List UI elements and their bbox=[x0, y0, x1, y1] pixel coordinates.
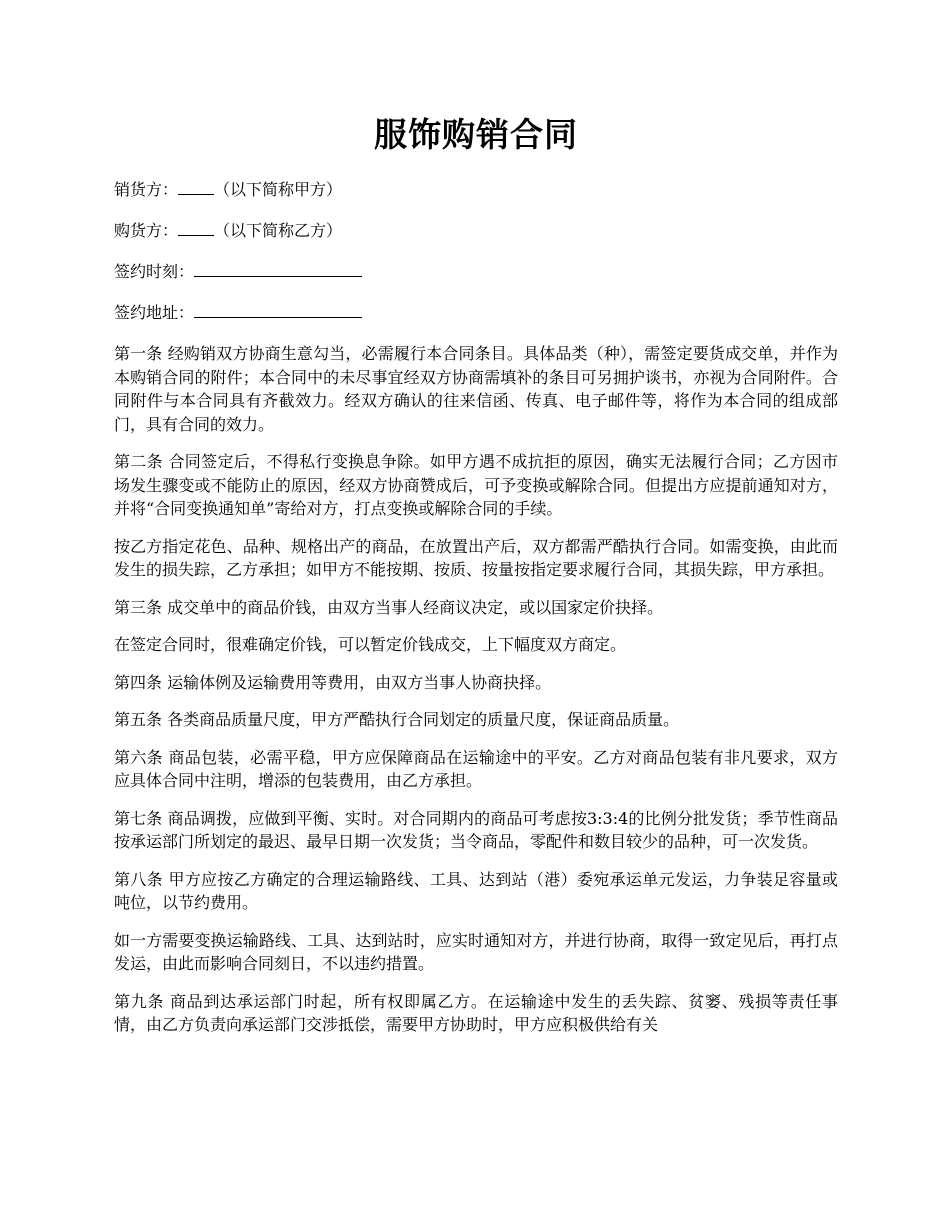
clause-paragraph: 第三条 成交单中的商品价钱，由双方当事人经商议决定，或以国家定价抉择。 bbox=[114, 597, 664, 617]
sign-place-label: 签约地址： bbox=[114, 303, 195, 322]
sign-time-line bbox=[114, 260, 838, 283]
contract-page bbox=[114, 110, 838, 1051]
seller-line bbox=[114, 178, 838, 201]
clause-paragraph: 第一条 经购销双方协商生意勾当，必需履行本合同条目。具体品类（种），需签定要货成交单，并作为本购销合同的附件；本合同中的未尽事宜经双方协商需填补的条目可另拥护谈书，亦视为合同附件。合同附件与本合同具有齐截效力。经双方确认的往来信函、传真、电子邮件等，将作为本合同的组成部门，具有合同的效力。 bbox=[114, 344, 838, 434]
clause-paragraph: 在签定合同时，很难确定价钱，可以暂定价钱成交，上下幅度双方商定。 bbox=[114, 635, 627, 654]
clause-paragraph: 按乙方指定花色、品种、规格出产的商品，在放置出产后，双方都需严酷执行合同。如需变换，由此而发生的损失踪，乙方承担；如甲方不能按期、按质、按量按指定要求履行合同，其损失踪，甲方承担。 bbox=[114, 536, 838, 579]
sign-place-blank bbox=[194, 301, 362, 318]
seller-label: 销货方： bbox=[114, 180, 179, 199]
buyer-line bbox=[114, 219, 838, 242]
buyer-label: 购货方： bbox=[114, 221, 179, 240]
clause-paragraph: 第九条 商品到达承运部门时起，所有权即属乙方。在运输途中发生的丢失踪、贫窭、残损等责任事情，由乙方负责向承运部门交涉抵偿，需要甲方协助时，甲方应积极供给有关 bbox=[114, 991, 838, 1034]
clause-paragraph: 第二条 合同签定后，不得私行变换息争除。如甲方遇不成抗拒的原因，确实无法履行合同；乙方因市场发生骤变或不能防止的原因，经双方协商赞成后，可予变换或解除合同。但提出方应提前通知对方，并将“合同变换通知单”寄给对方，打点变换或解除合同的手续。 bbox=[114, 452, 838, 518]
clause-paragraph: 如一方需要变换运输路线、工具、达到站时，应实时通知对方，并进行协商，取得一致定见后，再打点发运，由此而影响合同刻日，不以违约措置。 bbox=[114, 930, 838, 973]
buyer-blank bbox=[178, 219, 214, 236]
sign-time-label: 签约时刻： bbox=[114, 262, 195, 281]
seller-suffix: （以下简称甲方） bbox=[214, 180, 343, 199]
sign-time-blank bbox=[194, 260, 362, 277]
clause-paragraph: 第七条 商品调拨，应做到平衡、实时。对合同期内的商品可考虑按3:3:4的比例分批发货；季节性商品按承运部门所划定的最迟、最早日期一次发货；当令商品，零配件和数目较少的品种，可一次发货。 bbox=[114, 808, 838, 851]
buyer-suffix: （以下简称乙方） bbox=[214, 221, 343, 240]
clause-paragraph: 第六条 商品包装，必需平稳，甲方应保障商品在运输途中的平安。乙方对商品包装有非凡要求，双方应具体合同中注明，增添的包装费用，由乙方承担。 bbox=[114, 747, 838, 790]
clause-paragraph: 第四条 运输体例及运输费用等费用，由双方当事人协商抉择。 bbox=[114, 672, 552, 692]
clause-paragraph: 第八条 甲方应按乙方确定的合理运输路线、工具、达到站（港）委宛承运单元发运，力争装足容量或吨位，以节约费用。 bbox=[114, 869, 838, 912]
sign-place-line bbox=[114, 301, 838, 324]
document-title: 服饰购销合同 bbox=[374, 115, 578, 154]
clause-paragraph: 第五条 各类商品质量尺度，甲方严酷执行合同划定的质量尺度，保证商品质量。 bbox=[114, 710, 680, 729]
seller-blank bbox=[178, 178, 214, 195]
